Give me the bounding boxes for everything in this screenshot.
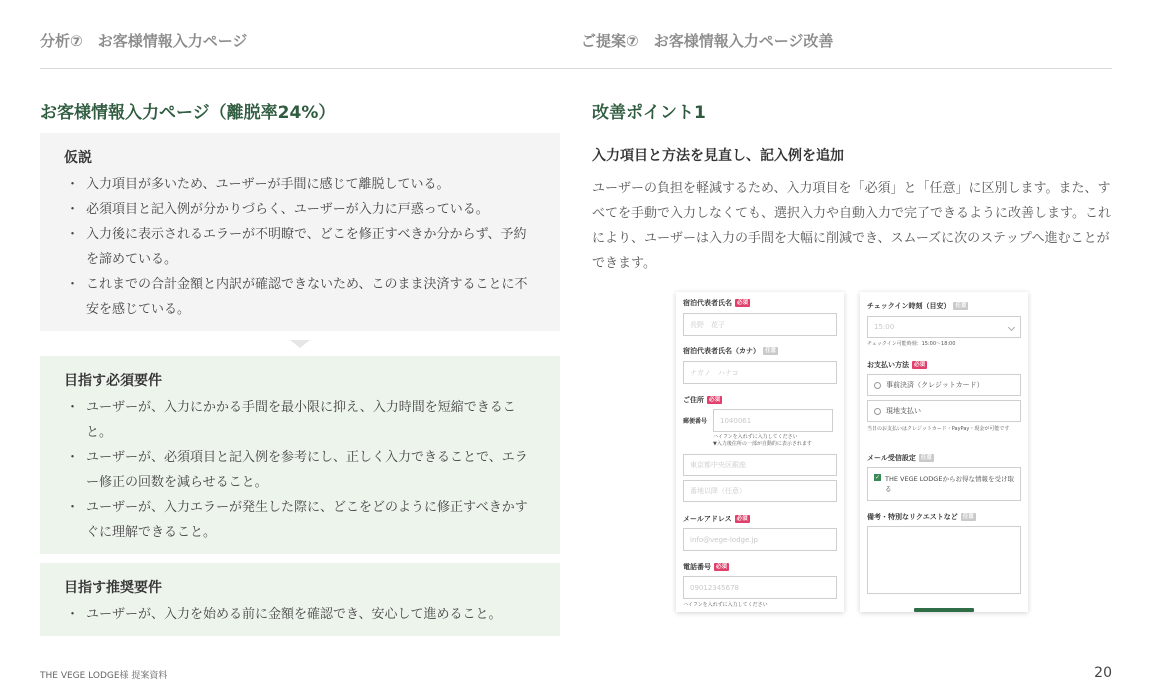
postal-note: ▼入力後住所の一部が自動的に表示されます — [713, 441, 812, 447]
required-list — [64, 395, 536, 545]
required-tag: 必須 — [737, 300, 749, 306]
required-tag: 必須 — [709, 397, 721, 403]
optional-tag: 任意 — [962, 514, 974, 520]
list-item: ・ これまでの合計金額と内訳が確認できないため、このまま決済することに不安を感じている。 — [64, 272, 536, 322]
required-heading: 目指す必須要件 — [64, 373, 162, 389]
mail-label: メール受信設定 任意 — [867, 454, 932, 462]
proposal-title: 改善ポイント1 — [592, 103, 706, 123]
name-input[interactable]: 長野 花子 — [683, 313, 837, 336]
form-mockup-right — [860, 292, 1028, 612]
list-item: ・ 入力後に表示されるエラーが不明瞭で、どこを修正すべきか分からず、予約を諦めている。 — [64, 222, 536, 272]
kana-label: 宿泊代表者氏名（カナ） 任意 — [683, 347, 777, 355]
hypothesis-list — [64, 172, 536, 322]
check-icon: ✓ — [874, 474, 881, 481]
address-line1-input[interactable]: 東京都中央区銀座 — [683, 454, 837, 476]
mail-opt-in[interactable]: ✓ THE VEGE LODGEからお得な情報を受け取る — [867, 467, 1021, 501]
list-item: ・ 入力項目が多いため、ユーザーが手間に感じて離脱している。 — [64, 172, 536, 197]
checkin-select[interactable]: 15:00 — [867, 316, 1021, 338]
optional-tag: 任意 — [765, 348, 777, 354]
phone-label: 電話番号 必須 — [683, 563, 728, 571]
proposal-body: ユーザーの負担を軽減するため、入力項目を「必須」と「任意」に区別します。また、すべてを手動で入力しなくても、選択入力や自動入力で完了できるように改善します。これにより、ユーザーは入力の手間を大幅に削減でき、スムーズに次のステップへ進むことができます。 — [592, 181, 1111, 271]
recommended-box — [40, 563, 560, 636]
optional-tag: 任意 — [920, 455, 932, 461]
checkin-label: チェックイン時刻（目安） 任意 — [867, 302, 967, 310]
optional-tag: 任意 — [955, 303, 967, 309]
remarks-textarea[interactable] — [867, 526, 1021, 594]
hypothesis-heading: 仮説 — [64, 150, 92, 166]
down-arrow-icon — [290, 340, 310, 348]
header-divider — [40, 68, 1112, 69]
payment-option-card[interactable]: 事前決済（クレジットカード） — [867, 374, 1021, 396]
analysis-title: お客様情報入力ページ（離脱率24%） — [40, 103, 336, 123]
chevron-down-icon — [1008, 324, 1015, 331]
page-number: 20 — [1094, 665, 1112, 681]
list-item: ・ ユーザーが、入力を始める前に金額を確認でき、安心して進めること。 — [64, 602, 536, 627]
form-mockup-left — [676, 292, 844, 612]
proposal-subtitle: 入力項目と方法を見直し、記入例を追加 — [592, 148, 844, 164]
email-input[interactable]: info@vege-lodge.jp — [683, 528, 837, 551]
payment-label: お支払い方法 必須 — [867, 361, 926, 369]
address-label: ご住所 必須 — [683, 396, 721, 404]
slide-header-left: 分析⑦ お客様情報入力ページ — [40, 32, 248, 50]
postal-label: 郵便番号 — [683, 418, 708, 425]
name-label: 宿泊代表者氏名 必須 — [683, 299, 749, 307]
required-tag: 必須 — [736, 516, 748, 522]
required-tag: 必須 — [914, 362, 926, 368]
radio-icon — [874, 382, 881, 389]
footer-label: THE VEGE LODGE様 提案資料 — [40, 671, 168, 681]
payment-option-onsite[interactable]: 現地支払い — [867, 400, 1021, 422]
radio-icon — [874, 408, 881, 415]
kana-input[interactable]: ナガノ ハナコ — [683, 361, 837, 384]
phone-note: ハイフンを入れずに入力してください — [683, 602, 768, 608]
checkin-note: チェックイン可能時刻：15:00〜18:00 — [867, 341, 956, 347]
address-line2-input[interactable]: 番地以降（任意） — [683, 480, 837, 502]
postal-input[interactable]: 1040061 — [713, 409, 833, 432]
recommended-list — [64, 602, 536, 627]
list-item: ・ 必須項目と記入例が分かりづらく、ユーザーが入力に戸惑っている。 — [64, 197, 536, 222]
required-tag: 必須 — [716, 564, 728, 570]
slide-header-right: ご提案⑦ お客様情報入力ページ改善 — [581, 32, 834, 50]
required-box — [40, 356, 560, 554]
hypothesis-box — [40, 133, 560, 331]
payment-note: 当日のお支払いはクレジットカード・PayPay・現金が可能です — [867, 426, 1010, 432]
recommended-heading: 目指す推奨要件 — [64, 580, 162, 596]
remarks-label: 備考・特別なリクエストなど 任意 — [867, 513, 974, 521]
email-label: メールアドレス 必須 — [683, 515, 748, 523]
list-item: ・ ユーザーが、入力にかかる手間を最小限に抑え、入力時間を短縮できること。 — [64, 395, 536, 445]
list-item: ・ ユーザーが、入力エラーが発生した際に、どこをどのように修正すべきかすぐに理解できること。 — [64, 495, 536, 545]
submit-button[interactable] — [914, 608, 974, 612]
list-item: ・ ユーザーが、必須項目と記入例を参考にし、正しく入力できることで、エラー修正の回数を減らせること。 — [64, 445, 536, 495]
phone-input[interactable]: 09012345678 — [683, 576, 837, 599]
postal-note: ハイフンを入れずに入力してください — [713, 434, 798, 440]
